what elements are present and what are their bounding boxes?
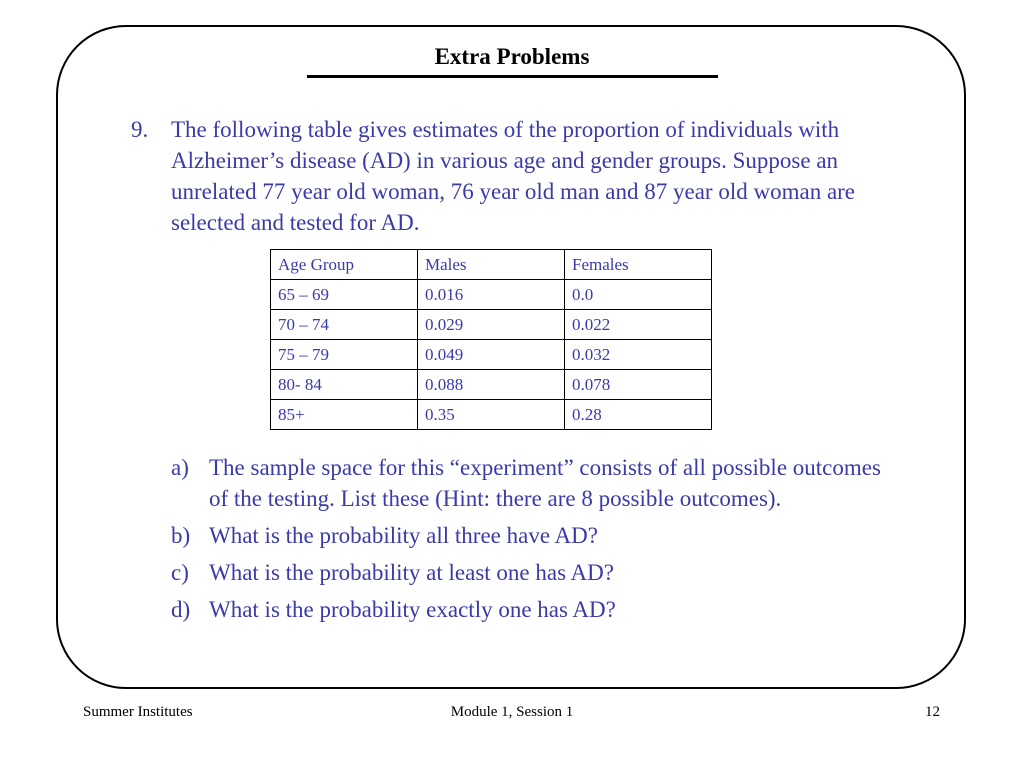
table-cell: 85+ — [271, 400, 418, 430]
problem-statement — [131, 114, 921, 238]
table-cell: 0.0 — [565, 280, 712, 310]
table-header-cell: Females — [565, 250, 712, 280]
table-row — [271, 400, 712, 430]
table-cell: 70 – 74 — [271, 310, 418, 340]
table-cell: 0.049 — [418, 340, 565, 370]
ad-proportion-table — [270, 249, 712, 430]
question-part-b — [171, 520, 891, 551]
question-part-c — [171, 557, 891, 588]
table-row — [271, 370, 712, 400]
part-label: a) — [171, 455, 189, 480]
problem-number: 9. — [131, 117, 149, 142]
table-header-cell: Age Group — [271, 250, 418, 280]
part-text: The sample space for this “experiment” consists of all possible outcomes of the testing. List these (Hint: there are 8 possible outcomes). — [209, 455, 881, 511]
table-cell: 75 – 79 — [271, 340, 418, 370]
table-cell: 80- 84 — [271, 370, 418, 400]
question-parts — [171, 452, 891, 631]
table-cell: 0.088 — [418, 370, 565, 400]
table-row — [271, 310, 712, 340]
table-cell: 65 – 69 — [271, 280, 418, 310]
table-cell: 0.016 — [418, 280, 565, 310]
part-text: What is the probability all three have AD? — [209, 523, 598, 548]
problem-text: The following table gives estimates of the proportion of individuals with Alzheimer’s disease (AD) in various age and gender groups. Suppose an unrelated 77 year old woman, 76 year old man and 87 year old woman are selected and tested for AD. — [171, 117, 856, 235]
part-label: c) — [171, 560, 189, 585]
table-cell: 0.029 — [418, 310, 565, 340]
footer-center: Module 1, Session 1 — [450, 704, 574, 720]
table-cell: 0.28 — [565, 400, 712, 430]
table-header-cell: Males — [418, 250, 565, 280]
part-label: b) — [171, 523, 191, 548]
table-cell: 0.35 — [418, 400, 565, 430]
table-cell: 0.078 — [565, 370, 712, 400]
slide-title: Extra Problems — [434, 44, 590, 69]
page-number: 12 — [925, 704, 940, 720]
part-label: d) — [171, 597, 191, 622]
part-text: What is the probability at least one has AD? — [209, 560, 614, 585]
table-row — [271, 340, 712, 370]
part-text: What is the probability exactly one has AD? — [209, 597, 616, 622]
table-row — [271, 280, 712, 310]
table-cell: 0.032 — [565, 340, 712, 370]
question-part-a — [171, 452, 891, 514]
footer-left: Summer Institutes — [83, 704, 193, 720]
question-part-d — [171, 594, 891, 625]
title-underline — [307, 75, 718, 78]
table-header-row — [271, 250, 712, 280]
table-cell: 0.022 — [565, 310, 712, 340]
